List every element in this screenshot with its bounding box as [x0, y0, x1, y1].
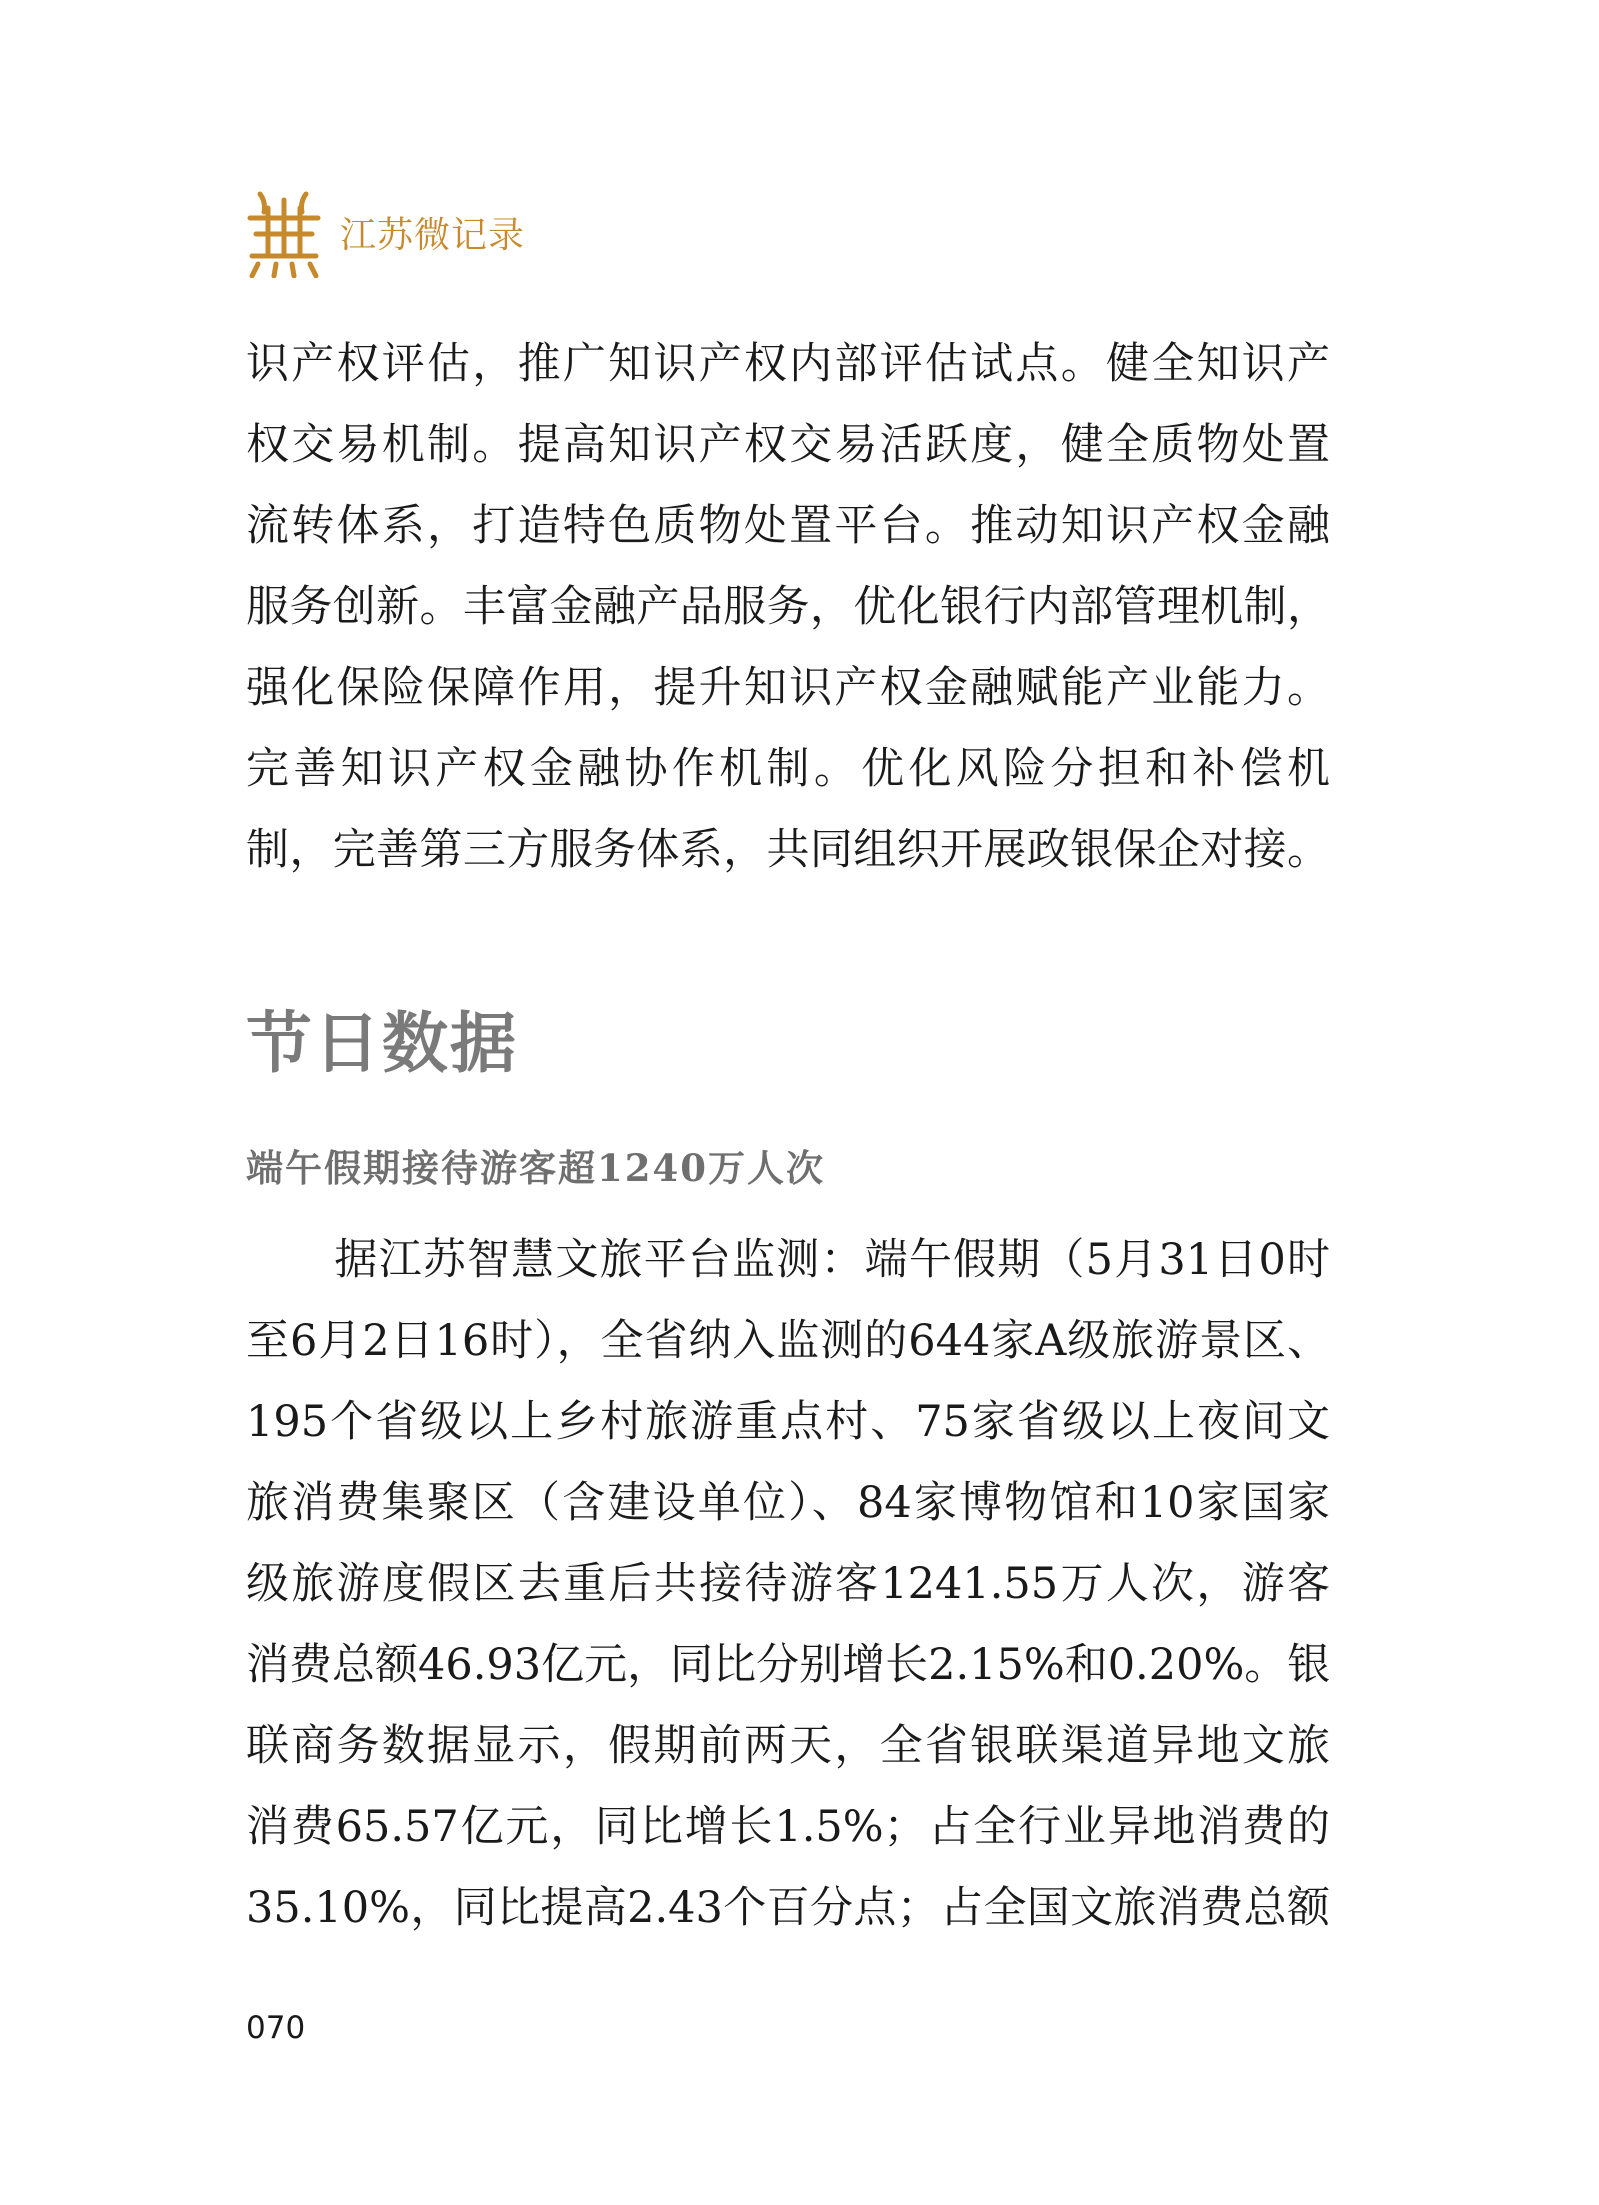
paragraph-line: 流转体系，打造特色质物处置平台。推动知识产权金融	[246, 501, 1330, 551]
paragraph-line: 强化保险保障作用，提升知识产权金融赋能产业能力。	[246, 663, 1330, 713]
jiangsu-calligraphy-logo-icon	[246, 186, 322, 278]
paragraph-line: 制，完善第三方服务体系，共同组织开展政银保企对接。	[246, 825, 1330, 875]
paragraph-line: 识产权评估，推广知识产权内部评估试点。健全知识产	[246, 339, 1330, 389]
article-line: 旅消费集聚区（含建设单位）、84家博物馆和10家国家	[246, 1478, 1330, 1528]
paragraph-intellectual-property	[246, 324, 1330, 891]
article-line: 消费65.57亿元，同比增长1.5%；占全行业异地消费的	[246, 1802, 1330, 1852]
article-line: 195个省级以上乡村旅游重点村、75家省级以上夜间文	[246, 1397, 1330, 1447]
article-line: 据江苏智慧文旅平台监测：端午假期（5月31日0时	[246, 1235, 1330, 1285]
article-line: 至6月2日16时），全省纳入监测的644家A级旅游景区、	[246, 1316, 1330, 1366]
article-title: 端午假期接待游客超1240万人次	[246, 1146, 825, 1190]
paragraph-line: 完善知识产权金融协作机制。优化风险分担和补偿机	[246, 744, 1330, 794]
article-line: 消费总额46.93亿元，同比分别增长2.15%和0.20%。银	[246, 1640, 1331, 1690]
running-header	[246, 186, 525, 278]
paragraph-line: 权交易机制。提高知识产权交易活跃度，健全质物处置	[246, 420, 1330, 470]
article-line: 联商务数据显示，假期前两天，全省银联渠道异地文旅	[246, 1721, 1330, 1771]
paragraph-line: 服务创新。丰富金融产品服务，优化银行内部管理机制，	[246, 582, 1330, 632]
article-body	[246, 1220, 1330, 1949]
header-title: 江苏微记录	[340, 214, 526, 256]
article-line: 35.10%，同比提高2.43个百分点；占全国文旅消费总额	[246, 1883, 1330, 1933]
page-number: 070	[246, 2010, 306, 2046]
section-title: 节日数据	[246, 1005, 518, 1082]
article-line: 级旅游度假区去重后共接待游客1241.55万人次，游客	[246, 1559, 1330, 1609]
